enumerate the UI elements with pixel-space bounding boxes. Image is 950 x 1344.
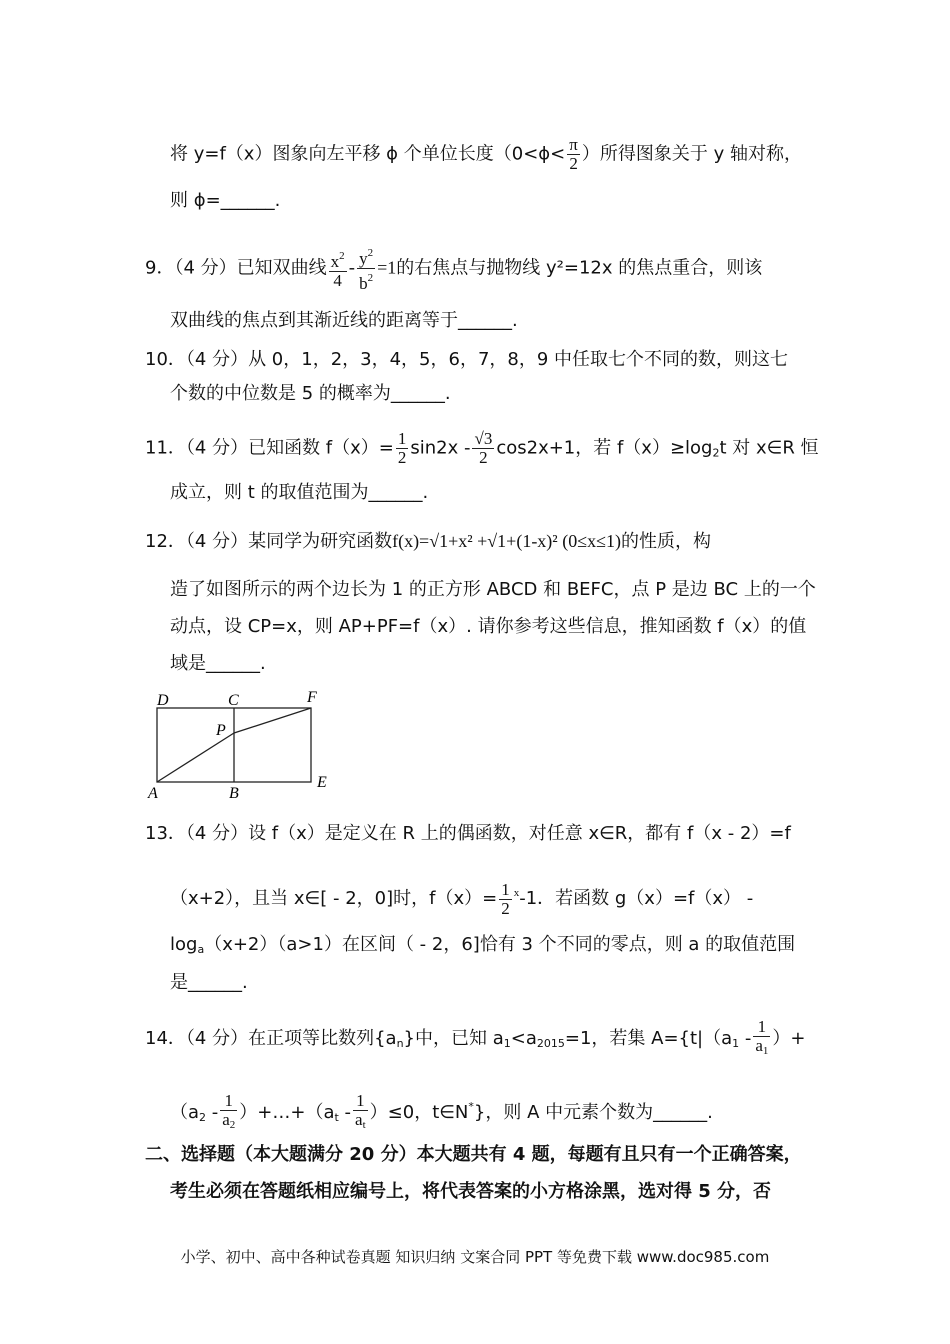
fraction-numerator: √3: [474, 429, 493, 448]
text: cos2x+1，若 f（x）≥log: [496, 437, 713, 459]
fraction-denominator: [357, 269, 375, 293]
text: 11．（4 分）已知函数 f（x）=: [145, 437, 394, 459]
subscript: 1: [732, 1037, 740, 1050]
subscript: 2: [712, 446, 720, 460]
fraction-denominator: 2: [569, 154, 578, 173]
subscript: 2: [229, 1119, 236, 1131]
one-half: [396, 430, 409, 467]
q8-continuation-line1: [170, 136, 802, 173]
text: ）≤0，t∈N: [369, 1102, 469, 1123]
fraction-numerator: 1: [753, 1018, 770, 1037]
question-10-line1: 10．（4 分）从 0，1，2，3，4，5，6，7，8，9 中任取七个不同的数，则这七: [145, 349, 789, 370]
fraction-numerator: 1: [501, 879, 510, 899]
fraction-denominator: 4: [333, 271, 342, 290]
minus: -: [348, 257, 356, 279]
question-number: 9．: [145, 257, 175, 279]
two-squares-figure: [140, 686, 340, 804]
one-over-a1: [753, 1018, 770, 1060]
text: 的右焦点与抛物线 y²=12x 的焦点重合，则该: [396, 257, 763, 279]
label-e: E: [317, 774, 327, 791]
exponent: 2: [339, 250, 345, 262]
one-over-at: [353, 1092, 368, 1134]
fraction-numerator: [357, 244, 375, 269]
subscript: 2: [199, 1111, 207, 1124]
question-11-line1: [145, 430, 819, 467]
label-d: D: [157, 692, 169, 709]
var-a: a: [222, 1110, 230, 1129]
text: 12．（4 分）某同学为研究函数: [145, 531, 393, 552]
text: sin2x -: [410, 437, 471, 459]
text: t 对 x∈R 恒: [719, 437, 819, 459]
equals-one: =1: [377, 257, 397, 278]
subscript: 2015: [536, 1037, 565, 1050]
page-footer: 小学、初中、高中各种试卷真题 知识归纳 文案合同 PPT 等免费下载 www.doc985.com: [180, 1248, 770, 1266]
exponent: 2: [367, 247, 374, 259]
fraction-numerator: 1: [397, 429, 407, 448]
fraction-denominator: 2: [479, 448, 488, 467]
question-12-line3: 动点，设 CP=x，则 AP+PF=f（x）. 请你参考这些信息，推知函数 f（x）的值: [170, 616, 807, 637]
text: =1，若集 A={t|（a: [564, 1028, 733, 1049]
question-9-line2: 双曲线的焦点到其渐近线的距离等于______.: [170, 310, 518, 331]
text: （4 分）已知双曲线: [174, 257, 327, 279]
text: <a: [510, 1028, 537, 1049]
fraction-denominator: 2: [501, 898, 510, 918]
subscript: 1: [503, 1037, 511, 1050]
question-12-line1: [145, 528, 711, 555]
text: （a: [170, 1102, 200, 1123]
text: }，则 A 中元素个数为______.: [473, 1102, 713, 1123]
text: 的性质，构: [620, 531, 711, 552]
exponent: x: [513, 887, 520, 899]
var-b: b: [359, 274, 368, 293]
fraction-numerator: [329, 247, 347, 272]
text: ）+: [772, 1028, 806, 1049]
label-a: A: [148, 785, 158, 802]
var-a: a: [755, 1036, 763, 1055]
subscript: n: [396, 1037, 404, 1050]
fraction-denominator: 2: [397, 448, 407, 467]
question-13-line2: [170, 880, 753, 918]
subscript: t: [334, 1111, 339, 1124]
question-14-line2: [170, 1092, 713, 1134]
section-2-line2: 考生必须在答题纸相应编号上，将代表答案的小方格涂黑，选对得 5 分，否: [170, 1181, 772, 1202]
x2-over-4: [329, 247, 347, 290]
text: -: [206, 1102, 219, 1123]
question-12-line4: 域是______.: [170, 653, 266, 674]
fraction-denominator: [220, 1111, 237, 1134]
fraction-numerator: 1: [220, 1092, 237, 1111]
question-11-line2: 成立，则 t 的取值范围为______.: [170, 482, 429, 503]
var-y: y: [359, 249, 368, 268]
one-half-paren: [499, 881, 512, 918]
superscript: *: [468, 1100, 474, 1113]
text: ）所得图象关于 y 轴对称，: [581, 143, 802, 165]
text: ）+…+（a: [239, 1102, 335, 1123]
text: log: [170, 934, 198, 955]
question-13-line4: 是______.: [170, 972, 248, 993]
segment-ap: [157, 733, 234, 782]
text: -: [739, 1028, 752, 1049]
label-f: F: [307, 689, 317, 706]
text: -1．若函数 g（x）=f（x） -: [519, 888, 754, 909]
pi-over-2-fraction: [567, 136, 580, 173]
subscript: t: [362, 1119, 366, 1131]
var-a: a: [355, 1110, 363, 1129]
text: }中，已知 a: [403, 1028, 504, 1049]
question-10-line2: 个数的中位数是 5 的概率为______.: [170, 383, 451, 404]
text: （x+2），且当 x∈[ - 2，0]时，f（x）=: [170, 888, 498, 909]
y2-over-b2: [357, 244, 375, 293]
label-c: C: [228, 692, 239, 709]
text: 14．（4 分）在正项等比数列{a: [145, 1028, 397, 1049]
q8-continuation-line2: 则 ϕ=______.: [170, 190, 281, 211]
sqrt3-over-2: [472, 430, 494, 467]
question-14-line1: [145, 1018, 806, 1060]
question-13-line1: 13．（4 分）设 f（x）是定义在 R 上的偶函数，对任意 x∈R，都有 f（x - 2）=f: [145, 823, 791, 844]
fraction-numerator: 1: [353, 1092, 368, 1111]
label-b: B: [229, 785, 239, 802]
fraction-denominator: [353, 1111, 368, 1134]
question-9-line1: [145, 244, 762, 293]
exponent: 2: [367, 272, 374, 284]
label-p: P: [216, 722, 226, 739]
subscript: 1: [762, 1045, 769, 1057]
text: 将 y=f（x）图象向左平移 ϕ 个单位长度（0<ϕ<: [170, 143, 566, 165]
function-expression: f(x)=√1+x² +√1+(1-x)² (0≤x≤1): [392, 531, 621, 551]
question-12-line2: 造了如图所示的两个边长为 1 的正方形 ABCD 和 BEFC，点 P 是边 BC 上的一个: [170, 579, 816, 600]
text: -: [338, 1102, 352, 1123]
one-over-a2: [220, 1092, 237, 1134]
question-13-line3: [170, 932, 795, 963]
var-x: x: [330, 252, 340, 271]
subscript: a: [197, 943, 205, 956]
section-2-line1: 二、选择题（本大题满分 20 分）本大题共有 4 题，每题有且只有一个正确答案，: [145, 1144, 802, 1165]
segment-pf: [234, 708, 311, 733]
text: （x+2）（a>1）在区间（ - 2，6]恰有 3 个不同的零点，则 a 的取值范围: [204, 934, 796, 955]
fraction-numerator: π: [569, 135, 578, 154]
fraction-denominator: [753, 1037, 770, 1060]
